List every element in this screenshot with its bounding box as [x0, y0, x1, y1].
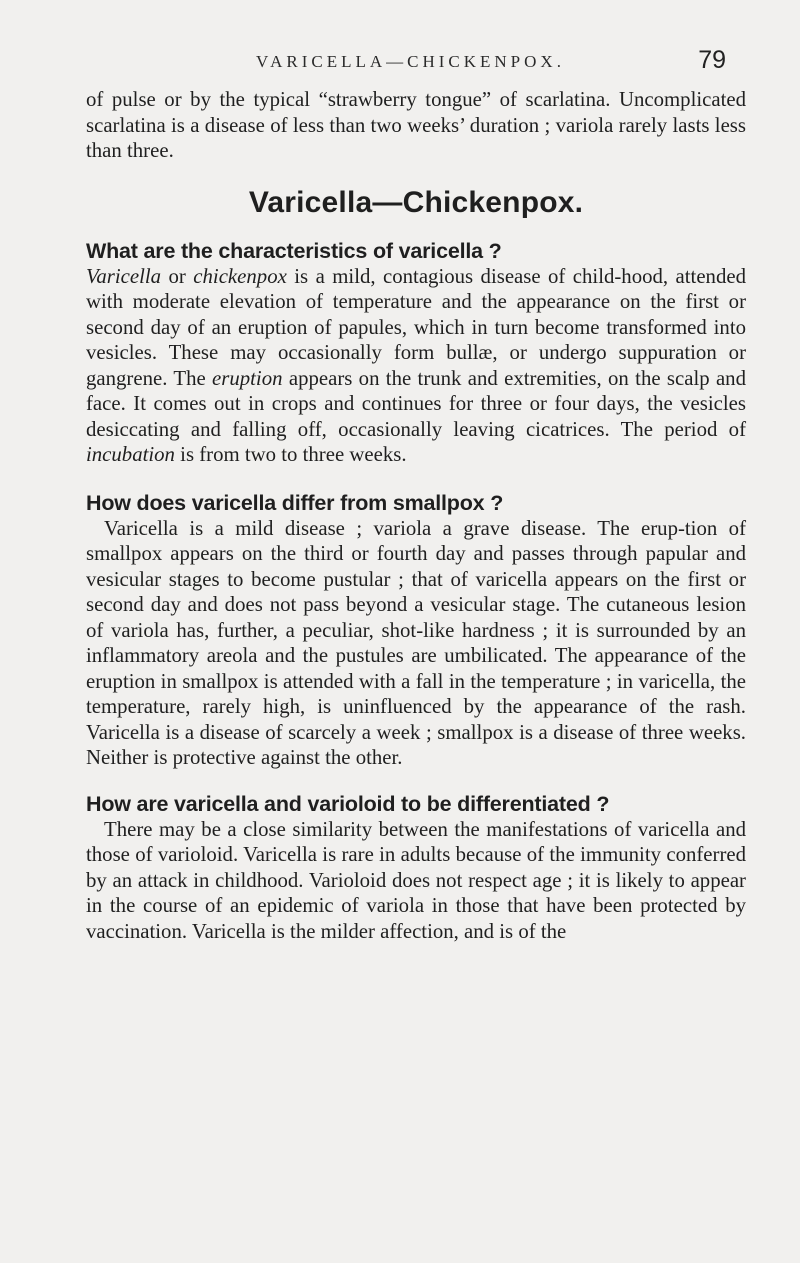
question-varioloid: How are varicella and varioloid to be differentiated ? — [86, 791, 610, 816]
term-chickenpox: chickenpox — [193, 264, 287, 288]
question-characteristics: What are the characteristics of varicella ? — [86, 238, 502, 263]
running-title: VARICELLA—CHICKENPOX. — [256, 52, 565, 71]
chapter-title: Varicella—Chickenpox. — [248, 185, 584, 219]
term-varicella: Varicella — [86, 264, 162, 288]
intro-paragraph: of pulse or by the typical “strawberry tongue” of scarlatina. Uncomplicated scarlatina is a disease of less than two weeks’ duration ; variola rarely lasts less than three. — [86, 88, 746, 162]
term-incubation: incubation — [86, 443, 175, 466]
answer-characteristics: Varicella or chickenpox is a mild, contagious disease of child-hood, attended with moderate elevation of temperature and the appearance on the first or second day of an eruption of papules, which in turn become transformed into vesicles. These may occasionally form bullæ, or undergo suppuration or gangrene. The eruption appears on the trunk and extremities, on the scalp and face. It comes out in crops and continues for three or four days, the vesicles desiccating and falling off, occasionally leaving cicatrices. The period of incubation is from two to three weeks. — [86, 264, 746, 466]
page-number: 79 — [698, 46, 726, 74]
term-eruption: eruption — [212, 366, 283, 390]
answer-varioloid: There may be a close similarity between the manifestations of varicella and those of varioloid. Varicella is rare in adults because of the immunity conferred by an attack in childhood. Varioloid does not respect age ; it is likely to appear in the course of an epidemic of variola in those that have been protected by vaccination. Varicella is the milder affection, and is of the — [86, 817, 746, 943]
page-body — [86, 87, 746, 944]
answer-differ-smallpox: Varicella is a mild disease ; variola a grave disease. The erup-tion of smallpox appears on the third or fourth day and passes through papular and vesicular stages to become pustular ; that of varicella appears on the first or second day and does not pass beyond a vesicular stage. The cutaneous lesion of variola has, further, a peculiar, shot-like hardness ; it is surrounded by an inflammatory areola and the pustules are umbilicated. The appearance of the eruption in smallpox is attended with a fall in the temperature ; in varicella, the temperature, rarely high, is uninfluenced by the appearance of the rash. Varicella is a disease of scarcely a week ; smallpox is a disease of three weeks. Neither is protective against the other. — [86, 516, 746, 769]
running-head — [86, 40, 736, 80]
question-differ-smallpox: How does varicella differ from smallpox ? — [86, 490, 504, 515]
